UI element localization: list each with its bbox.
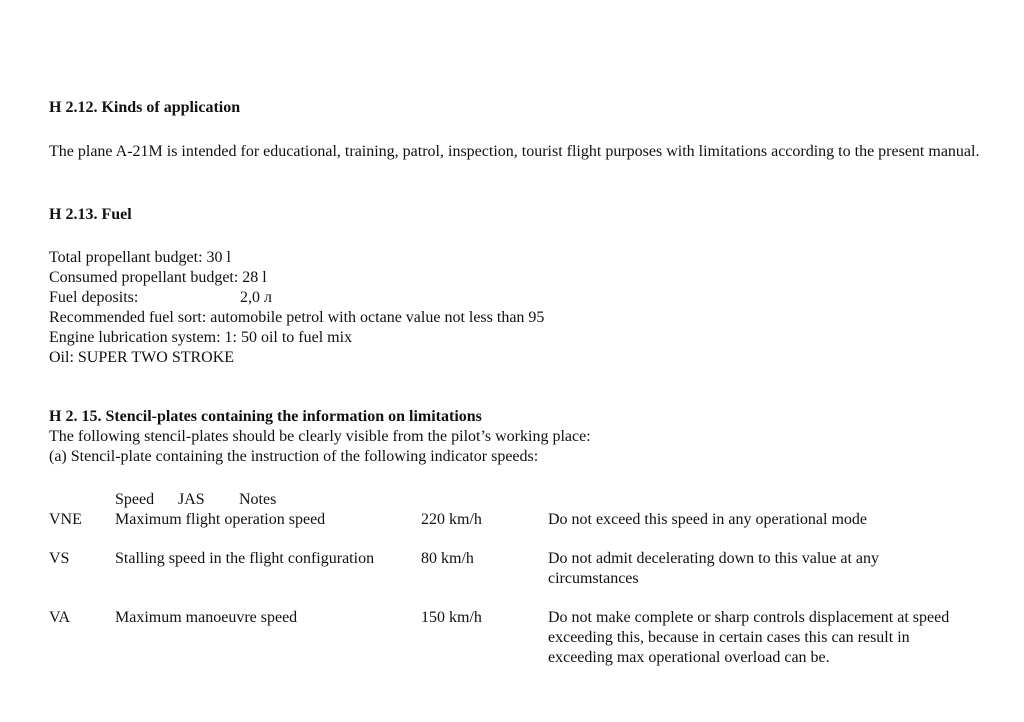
oil-line: Oil: SUPER TWO STROKE <box>49 349 235 366</box>
speed-value-vne: 220 km/h <box>421 511 482 528</box>
recommended-fuel-line: Recommended fuel sort: automobile petrol with octane value not less than 95 <box>49 309 545 326</box>
stencil-instruction-line: (a) Stencil-plate containing the instruction of the following indicator speeds: <box>49 448 539 465</box>
table-header-speed: Speed <box>115 491 155 508</box>
section-heading-fuel: H 2.13. Fuel <box>49 206 132 223</box>
engine-lubrication-line: Engine lubrication system: 1: 50 oil to fuel mix <box>49 329 353 346</box>
fuel-deposits-label: Fuel deposits: <box>49 289 139 306</box>
speed-note-vne: Do not exceed this speed in any operational mode <box>548 511 868 528</box>
speed-description-vs: Stalling speed in the flight configuration <box>115 550 375 567</box>
total-propellant-line: Total propellant budget: 30 l <box>49 249 231 266</box>
kinds-of-application-paragraph: The plane A-21M is intended for educational, training, patrol, inspection, tourist flight purposes with limitations according to the present manual. <box>49 143 980 160</box>
speed-code-vne: VNE <box>49 511 82 528</box>
section-heading-stencil-plates: H 2. 15. Stencil-plates containing the information on limitations <box>49 408 482 425</box>
stencil-intro-line: The following stencil-plates should be clearly visible from the pilot’s working place: <box>49 428 591 445</box>
speed-value-vs: 80 km/h <box>421 550 474 567</box>
fuel-deposits-value: 2,0 л <box>240 289 272 306</box>
speed-value-va: 150 km/h <box>421 609 482 626</box>
table-header-jas: JAS <box>178 491 205 508</box>
speed-description-vne: Maximum flight operation speed <box>115 511 326 528</box>
consumed-propellant-line: Consumed propellant budget: 28 l <box>49 269 267 286</box>
speed-note-vs: Do not admit decelerating down to this value at any circumstances <box>548 550 880 587</box>
table-header-notes: Notes <box>239 491 277 508</box>
speed-note-va: Do not make complete or sharp controls displacement at speed exceeding this, because in certain cases this can result in exceeding max operational overload can be. <box>548 609 950 666</box>
speed-code-va: VA <box>49 609 71 626</box>
section-heading-kinds-of-application: H 2.12. Kinds of application <box>49 99 241 116</box>
speed-description-va: Maximum manoeuvre speed <box>115 609 298 626</box>
speed-code-vs: VS <box>49 550 70 567</box>
